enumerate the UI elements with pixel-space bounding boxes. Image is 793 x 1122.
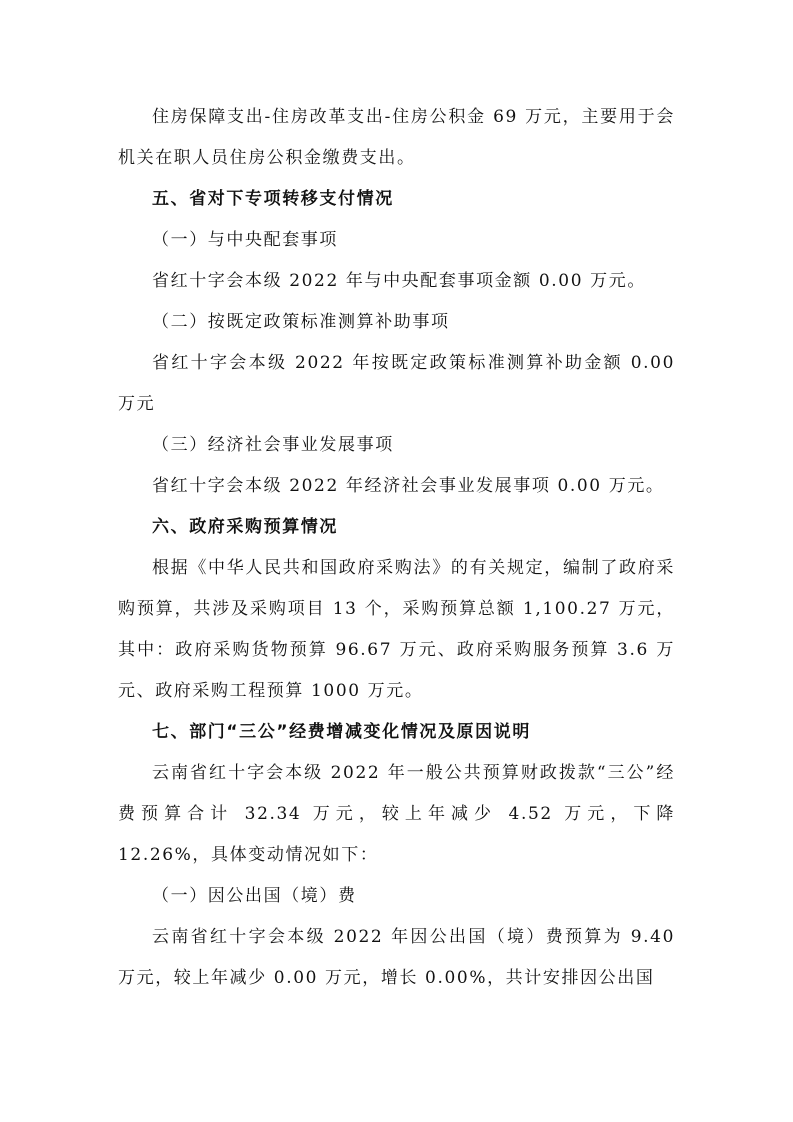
subheading-central-matching: （一）与中央配套事项 [152,230,338,250]
paragraph-three-public-expenses: 云南省红十字会本级 2022 年一般公共预算财政拨款“三公”经费预算合计 32.34 万元，较上年减少 4.52 万元，下降 12.26%，具体变动情况如下： [118,763,675,865]
paragraph-overseas-travel: 云南省红十字会本级 2022 年因公出国（境）费预算为 9.40 万元，较上年减少 0.00 万元，增长 0.00%，共计安排因公出国 [118,927,675,988]
paragraph-procurement: 根据《中华人民共和国政府采购法》的有关规定，编制了政府采购预算，共涉及采购项目 13 个，采购预算总额 1,100.27 万元，其中：政府采购货物预算 96.67 万元、政府采购服务预算 3.6 万元、政府采购工程预算 1000 万元。 [118,558,675,701]
paragraph-central-matching: 省红十字会本级 2022 年与中央配套事项金额 0.00 万元。 [152,271,646,291]
heading-three-public-expenses: 七、部门“三公”经费增减变化情况及原因说明 [152,722,531,742]
paragraph-policy-subsidy: 省红十字会本级 2022 年按既定政策标准测算补助金额 0.00 万元 [118,353,675,414]
subheading-policy-subsidy: （二）按既定政策标准测算补助事项 [152,312,450,332]
heading-special-transfer: 五、省对下专项转移支付情况 [152,189,394,209]
subheading-overseas-travel: （一）因公出国（境）费 [152,886,357,906]
paragraph-social-development: 省红十字会本级 2022 年经济社会事业发展事项 0.00 万元。 [152,476,665,496]
subheading-social-development: （三）经济社会事业发展事项 [152,435,394,455]
paragraph-housing-fund: 住房保障支出-住房改革支出-住房公积金 69 万元，主要用于会机关在职人员住房公积金缴费支出。 [118,107,675,168]
heading-procurement: 六、政府采购预算情况 [152,517,338,537]
